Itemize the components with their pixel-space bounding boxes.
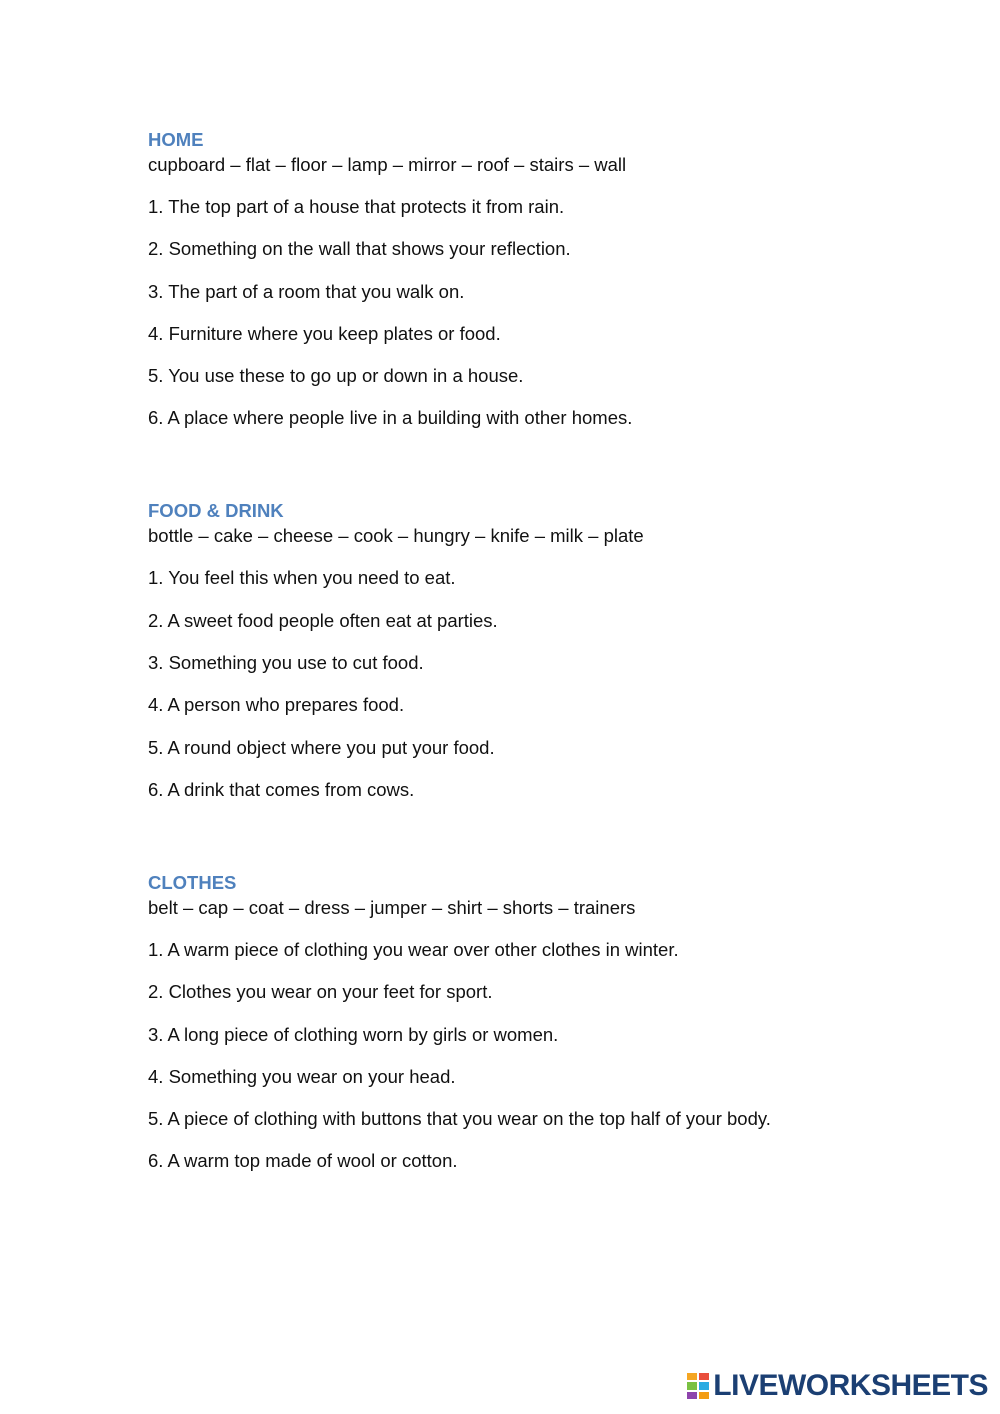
section-title: FOOD & DRINK — [148, 500, 284, 522]
question-item: 3. A long piece of clothing worn by girls or women. — [148, 1023, 559, 1045]
question-item: 1. You feel this when you need to eat. — [148, 567, 456, 589]
question-item: 1. A warm piece of clothing you wear over other clothes in winter. — [148, 938, 679, 960]
liveworksheets-logo-icon — [687, 1373, 709, 1399]
question-item: 6. A drink that comes from cows. — [148, 778, 415, 800]
question-list — [148, 565, 948, 802]
question-item: 3. The part of a room that you walk on. — [148, 280, 465, 302]
section-title: CLOTHES — [148, 871, 237, 893]
section-food-drink — [148, 499, 948, 802]
word-bank: belt – cap – coat – dress – jumper – shirt – shorts – trainers — [148, 896, 636, 918]
question-item: 2. Something on the wall that shows your reflection. — [148, 238, 571, 260]
liveworksheets-brand — [687, 1368, 988, 1404]
section-title: HOME — [148, 129, 204, 150]
question-item: 5. A piece of clothing with buttons that you wear on the top half of your body. — [148, 1108, 771, 1130]
word-bank: bottle – cake – cheese – cook – hungry – knife – milk – plate — [148, 525, 644, 547]
question-item: 4. Furniture where you keep plates or food. — [148, 322, 501, 344]
section-clothes — [148, 871, 948, 1174]
question-item: 6. A place where people live in a building with other homes. — [148, 407, 633, 429]
question-list — [148, 194, 948, 431]
word-bank: cupboard – flat – floor – lamp – mirror – roof – stairs – wall — [148, 154, 627, 175]
brand-text: LIVEWORKSHEETS — [713, 1369, 988, 1402]
question-item: 1. The top part of a house that protects it from rain. — [148, 196, 565, 217]
question-item: 5. You use these to go up or down in a house. — [148, 365, 524, 387]
question-item: 2. Clothes you wear on your feet for sport. — [148, 981, 493, 1003]
section-home — [148, 128, 948, 431]
question-item: 2. A sweet food people often eat at parties. — [148, 609, 498, 631]
worksheet-page — [148, 128, 948, 1242]
question-item: 4. A person who prepares food. — [148, 694, 405, 716]
question-item: 4. Something you wear on your head. — [148, 1065, 456, 1087]
question-item: 6. A warm top made of wool or cotton. — [148, 1150, 458, 1172]
question-item: 5. A round object where you put your food. — [148, 736, 495, 758]
question-list — [148, 937, 948, 1174]
question-item: 3. Something you use to cut food. — [148, 652, 424, 674]
